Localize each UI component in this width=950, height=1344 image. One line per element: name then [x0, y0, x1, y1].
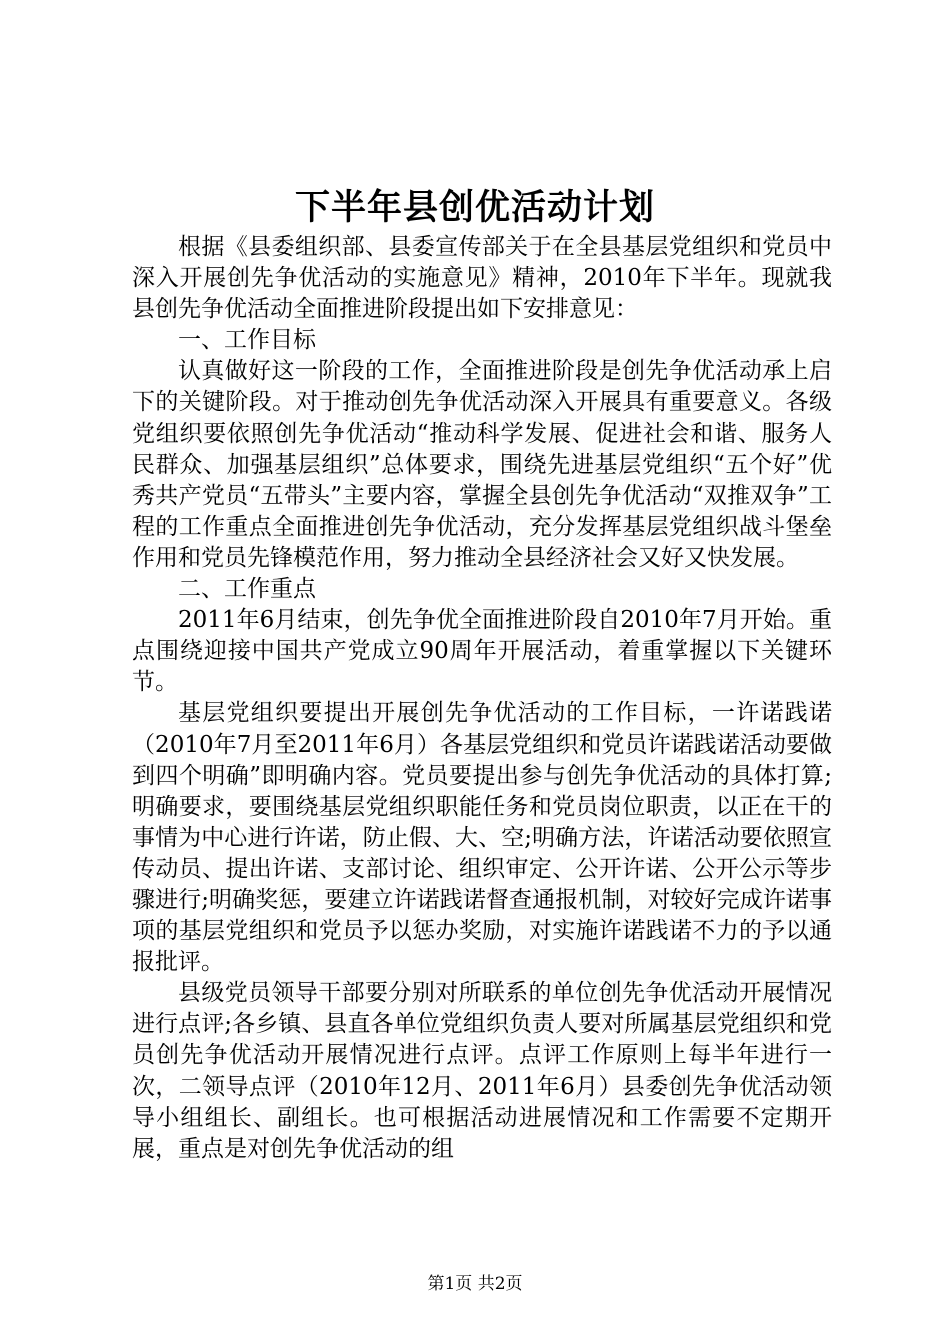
heading-work-goals: 一、工作目标	[178, 327, 316, 354]
document-title: 下半年县创优活动计划	[294, 187, 655, 228]
page-number-footer: 第1页 共2页	[427, 1274, 523, 1294]
document-body	[132, 232, 832, 1165]
paragraph-timeline: 2011年6月结束，创先争优全面推进阶段自2010年7月开始。重点围绕迎接中国共产党成立90周年开展活动，着重掌握以下关键环节。	[132, 607, 832, 696]
heading-work-focus: 二、工作重点	[178, 576, 316, 603]
paragraph-pledge: 基层党组织要提出开展创先争优活动的工作目标，一许诺践诺（2010年7月至2011年6月）各基层党组织和党员许诺践诺活动要做到四个明确”即明确内容。党员要提出参与创先争优活动的具体打算;明确要求，要围绕基层党组织职能任务和党员岗位职责，以正在干的事情为中心进行许诺，防止假、大、空;明确方法，许诺活动要依照宣传动员、提出许诺、支部讨论、组织审定、公开许诺、公开公示等步骤进行;明确奖惩，要建立许诺践诺督查通报机制，对较好完成许诺事项的基层党组织和党员予以惩办奖励，对实施许诺践诺不力的予以通报批评。	[132, 700, 832, 976]
paragraph-review: 县级党员领导干部要分别对所联系的单位创先争优活动开展情况进行点评;各乡镇、县直各单位党组织负责人要对所属基层党组织和党员创先争优活动开展情况进行点评。点评工作原则上每半年进行一次，二领导点评（2010年12月、2011年6月）县委创先争优活动领导小组组长、副组长。也可根据活动进展情况和工作需要不定期开展，重点是对创先争优活动的组	[132, 980, 832, 1162]
paragraph-intro: 根据《县委组织部、县委宣传部关于在全县基层党组织和党员中深入开展创先争优活动的实施意见》精神，2010年下半年。现就我县创先争优活动全面推进阶段提出如下安排意见：	[132, 234, 832, 323]
paragraph-work-goals: 认真做好这一阶段的工作，全面推进阶段是创先争优活动承上启下的关键阶段。对于推动创先争优活动深入开展具有重要意义。各级党组织要依照创先争优活动“推动科学发展、促进社会和谐、服务人民群众、加强基层组织”总体要求，围绕先进基层党组织“五个好”优秀共产党员“五带头”主要内容，掌握全县创先争优活动“双推双争”工程的工作重点全面推进创先争优活动，充分发挥基层党组织战斗堡垒作用和党员先锋模范作用，努力推动全县经济社会又好又快发展。	[132, 358, 832, 571]
